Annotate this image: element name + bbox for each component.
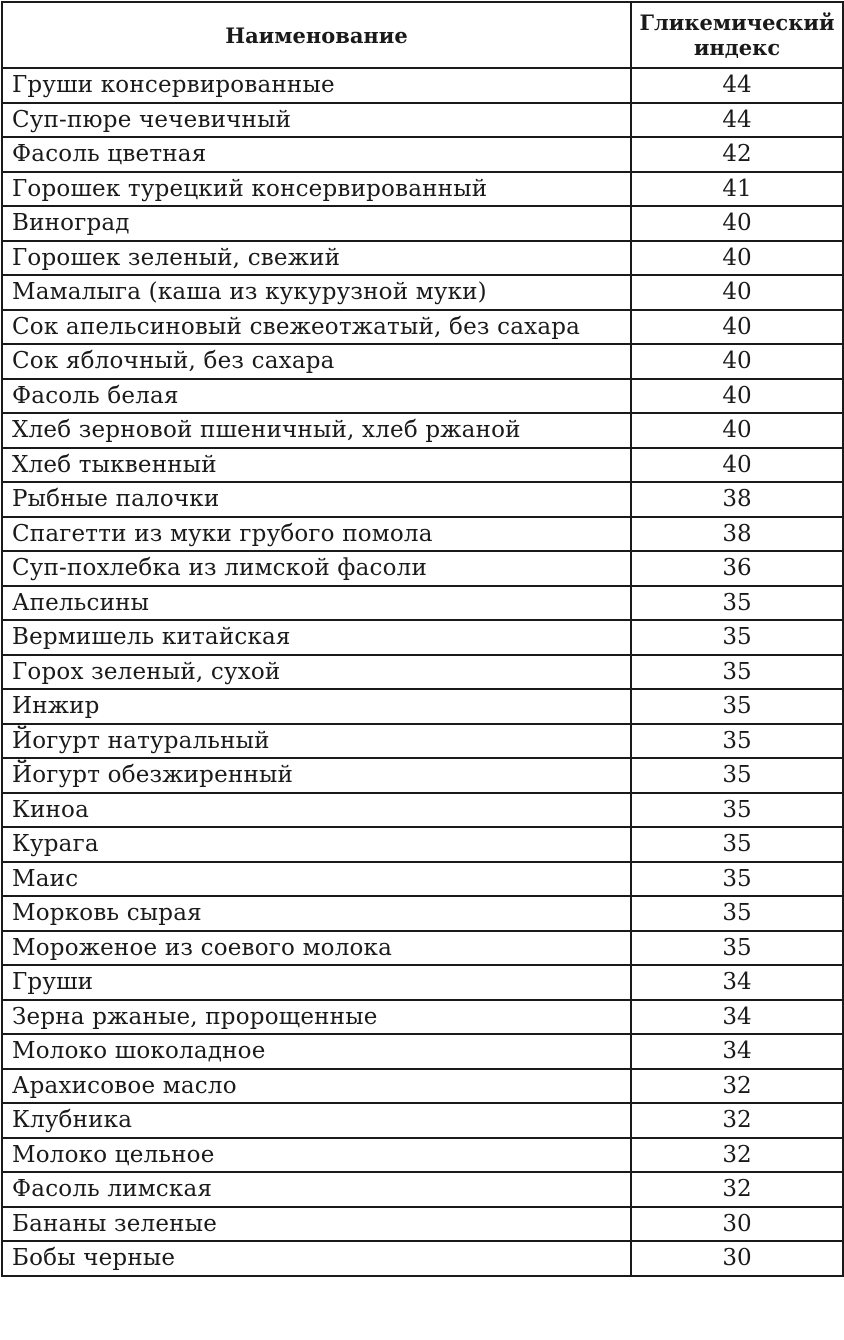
- food-name-cell: Бананы зеленые: [2, 1207, 631, 1242]
- food-name-cell: Молоко цельное: [2, 1138, 631, 1173]
- glycemic-index-cell: 40: [631, 413, 843, 448]
- food-name-cell: Зерна ржаные, пророщенные: [2, 1000, 631, 1035]
- table-row: [2, 620, 843, 655]
- glycemic-index-cell: 40: [631, 206, 843, 241]
- food-name-cell: Клубника: [2, 1103, 631, 1138]
- glycemic-index-cell: 40: [631, 310, 843, 345]
- glycemic-index-cell: 30: [631, 1241, 843, 1276]
- glycemic-index-cell: 38: [631, 517, 843, 552]
- glycemic-index-cell: 40: [631, 379, 843, 414]
- glycemic-index-cell: 36: [631, 551, 843, 586]
- table-row: [2, 1103, 843, 1138]
- food-name-cell: Горошек турецкий консервированный: [2, 172, 631, 207]
- glycemic-index-cell: 32: [631, 1103, 843, 1138]
- glycemic-index-cell: 35: [631, 620, 843, 655]
- food-name-cell: Фасоль цветная: [2, 137, 631, 172]
- glycemic-index-cell: 32: [631, 1172, 843, 1207]
- food-name-cell: Мамалыга (каша из кукурузной муки): [2, 275, 631, 310]
- glycemic-index-cell: 35: [631, 586, 843, 621]
- food-name-cell: Мороженое из соевого молока: [2, 931, 631, 966]
- food-name-cell: Суп-пюре чечевичный: [2, 103, 631, 138]
- food-name-cell: Вермишель китайская: [2, 620, 631, 655]
- food-name-cell: Хлеб тыквенный: [2, 448, 631, 483]
- table-row: [2, 344, 843, 379]
- food-name-cell: Курага: [2, 827, 631, 862]
- food-name-cell: Рыбные палочки: [2, 482, 631, 517]
- table-row: [2, 793, 843, 828]
- glycemic-index-cell: 30: [631, 1207, 843, 1242]
- glycemic-index-cell: 40: [631, 241, 843, 276]
- food-name-cell: Горох зеленый, сухой: [2, 655, 631, 690]
- table-header-row: [2, 2, 843, 68]
- table-row: [2, 1207, 843, 1242]
- table-row: [2, 310, 843, 345]
- glycemic-index-cell: 35: [631, 862, 843, 897]
- food-name-cell: Арахисовое масло: [2, 1069, 631, 1104]
- table-row: [2, 448, 843, 483]
- glycemic-index-table: [1, 1, 844, 1277]
- glycemic-index-cell: 35: [631, 724, 843, 759]
- food-name-cell: Киноа: [2, 793, 631, 828]
- table-row: [2, 827, 843, 862]
- column-header-name: Наименование: [2, 2, 631, 68]
- food-name-cell: Фасоль белая: [2, 379, 631, 414]
- table-row: [2, 1034, 843, 1069]
- food-name-cell: Бобы черные: [2, 1241, 631, 1276]
- food-name-cell: Маис: [2, 862, 631, 897]
- glycemic-index-cell: 34: [631, 1000, 843, 1035]
- food-name-cell: Суп-похлебка из лимской фасоли: [2, 551, 631, 586]
- glycemic-index-cell: 41: [631, 172, 843, 207]
- glycemic-index-cell: 34: [631, 1034, 843, 1069]
- glycemic-index-cell: 40: [631, 448, 843, 483]
- table-row: [2, 68, 843, 103]
- glycemic-index-cell: 44: [631, 103, 843, 138]
- table-row: [2, 1069, 843, 1104]
- table-row: [2, 413, 843, 448]
- glycemic-index-cell: 34: [631, 965, 843, 1000]
- food-name-cell: Сок яблочный, без сахара: [2, 344, 631, 379]
- table-row: [2, 758, 843, 793]
- table-row: [2, 931, 843, 966]
- table-row: [2, 103, 843, 138]
- glycemic-index-cell: 35: [631, 896, 843, 931]
- table-row: [2, 137, 843, 172]
- table-row: [2, 1138, 843, 1173]
- table-row: [2, 1172, 843, 1207]
- glycemic-index-cell: 40: [631, 275, 843, 310]
- glycemic-index-cell: 40: [631, 344, 843, 379]
- food-name-cell: Инжир: [2, 689, 631, 724]
- table-row: [2, 551, 843, 586]
- glycemic-index-cell: 35: [631, 758, 843, 793]
- table-row: [2, 655, 843, 690]
- food-name-cell: Груши консервированные: [2, 68, 631, 103]
- table-row: [2, 586, 843, 621]
- food-name-cell: Йогурт натуральный: [2, 724, 631, 759]
- food-name-cell: Виноград: [2, 206, 631, 241]
- food-name-cell: Хлеб зерновой пшеничный, хлеб ржаной: [2, 413, 631, 448]
- table-row: [2, 689, 843, 724]
- table-row: [2, 379, 843, 414]
- food-name-cell: Молоко шоколадное: [2, 1034, 631, 1069]
- food-name-cell: Груши: [2, 965, 631, 1000]
- table-row: [2, 517, 843, 552]
- glycemic-index-cell: 44: [631, 68, 843, 103]
- glycemic-index-cell: 35: [631, 793, 843, 828]
- table-row: [2, 482, 843, 517]
- table-row: [2, 965, 843, 1000]
- food-name-cell: Апельсины: [2, 586, 631, 621]
- table-row: [2, 896, 843, 931]
- glycemic-index-cell: 42: [631, 137, 843, 172]
- food-name-cell: Горошек зеленый, свежий: [2, 241, 631, 276]
- glycemic-index-cell: 35: [631, 689, 843, 724]
- table-row: [2, 1241, 843, 1276]
- glycemic-index-cell: 32: [631, 1138, 843, 1173]
- glycemic-index-cell: 35: [631, 827, 843, 862]
- glycemic-index-cell: 32: [631, 1069, 843, 1104]
- food-name-cell: Йогурт обезжиренный: [2, 758, 631, 793]
- glycemic-index-cell: 35: [631, 655, 843, 690]
- food-name-cell: Сок апельсиновый свежеотжатый, без сахара: [2, 310, 631, 345]
- column-header-glycemic-index: Гликемический индекс: [631, 2, 843, 68]
- glycemic-index-cell: 35: [631, 931, 843, 966]
- table-row: [2, 862, 843, 897]
- table-row: [2, 206, 843, 241]
- table-row: [2, 275, 843, 310]
- table-row: [2, 172, 843, 207]
- food-name-cell: Фасоль лимская: [2, 1172, 631, 1207]
- table-body: [2, 68, 843, 1276]
- food-name-cell: Морковь сырая: [2, 896, 631, 931]
- table-row: [2, 724, 843, 759]
- table-row: [2, 1000, 843, 1035]
- food-name-cell: Спагетти из муки грубого помола: [2, 517, 631, 552]
- glycemic-index-cell: 38: [631, 482, 843, 517]
- table-row: [2, 241, 843, 276]
